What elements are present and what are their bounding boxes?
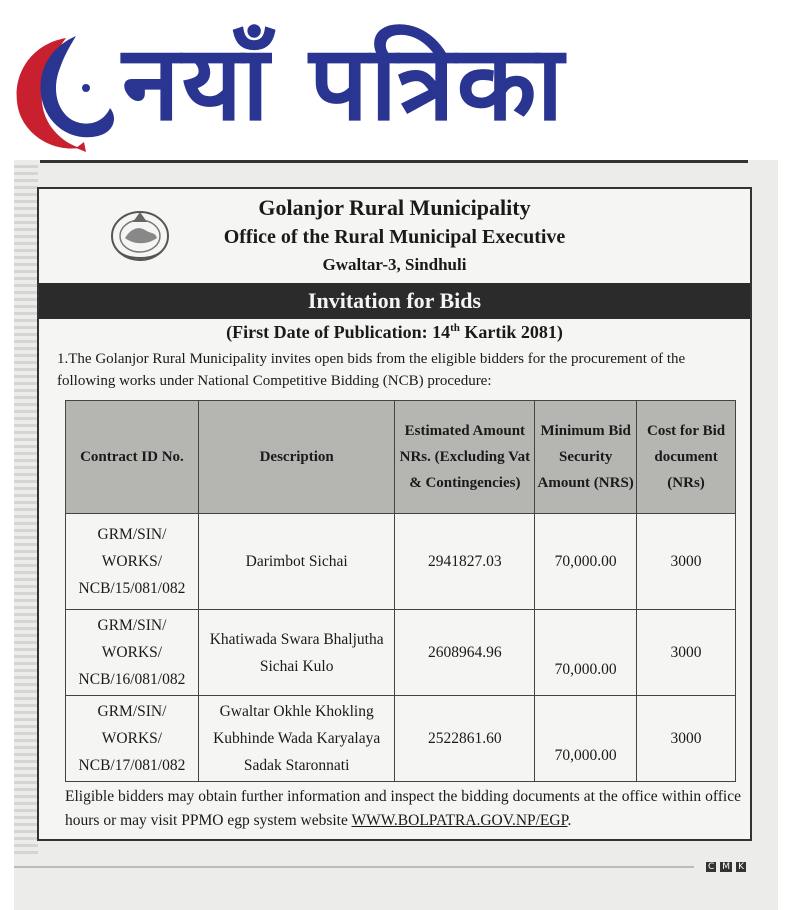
page-top-rule (40, 160, 748, 163)
estimate-cell: 2941827.03 (395, 514, 535, 610)
column-header: Minimum Bid Security Amount (NRS) (535, 401, 637, 514)
pub-date-prefix: (First Date of Publication: 14 (226, 322, 451, 342)
bird-logo-icon (6, 30, 121, 155)
column-header: Cost for Bid document (NRs) (637, 401, 736, 514)
mark-c: C (708, 862, 715, 872)
intro-paragraph: 1.The Golanjor Rural Municipality invites open bids from the eligible bidders for the procurement of the following works under National Competitive Bidding (NCB) procedure: (57, 351, 686, 389)
footer-paragraph (65, 785, 741, 833)
estimate-cell: 2522861.60 (395, 696, 535, 782)
footer-end: . (567, 812, 572, 829)
pub-date-suffix: Kartik 2081) (459, 322, 563, 342)
estimate-cell: 2608964.96 (395, 610, 535, 696)
cost-cell: 3000 (637, 514, 736, 610)
bolpatra-link[interactable]: WWW.BOLPATRA.GOV.NP/EGP (351, 812, 568, 829)
footer-body: Eligible bidders may obtain further information and inspect the bidding documents at the office within office hours or may visit PPMO egp system website (65, 788, 741, 829)
newspaper-title: नयाँ पत्रिका (122, 22, 566, 144)
cost-cell: 3000 (637, 696, 736, 782)
table-row (66, 696, 736, 782)
notice-banner (39, 283, 750, 319)
description-cell: Darimbot Sichai (198, 514, 395, 610)
table-header-row (66, 401, 736, 514)
contract-id-cell: GRM/SIN/ WORKS/ NCB/16/081/082 (66, 610, 199, 696)
table-row (66, 514, 736, 610)
office-name: Golanjor Rural Municipality (258, 195, 531, 220)
column-header: Estimated Amount NRs. (Excluding Vat & Contingencies) (395, 401, 535, 514)
bid-table (65, 400, 736, 782)
column-header: Description (198, 401, 395, 514)
contract-id-cell: GRM/SIN/ WORKS/ NCB/15/081/082 (66, 514, 199, 610)
description-cell: Khatiwada Swara Bhaljutha Sichai Kulo (198, 610, 395, 696)
mark-m: M (722, 862, 731, 872)
bid-notice (37, 187, 752, 841)
bottom-rule (14, 866, 694, 868)
description-cell: Gwaltar Okhle Khokling Kubhinde Wada Karyalaya Sadak Staronnati (198, 696, 395, 782)
security-cell: 70,000.00 (535, 514, 637, 610)
office-subtitle: Office of the Rural Municipal Executive (223, 226, 566, 248)
adjacent-column-text (14, 165, 38, 855)
publication-date (39, 322, 750, 343)
security-cell: 70,000.00 (535, 696, 637, 782)
cost-cell: 3000 (637, 610, 736, 696)
office-address: Gwaltar-3, Sindhuli (322, 255, 467, 274)
banner-title: Invitation for Bids (307, 288, 482, 313)
pub-date-sup: th (450, 322, 460, 334)
mark-k: K (738, 862, 744, 872)
column-header: Contract ID No. (66, 401, 199, 514)
security-cell: 70,000.00 (535, 610, 637, 696)
print-registration-marks (702, 862, 746, 872)
masthead (0, 0, 785, 160)
table-row (66, 610, 736, 696)
contract-id-cell: GRM/SIN/ WORKS/ NCB/17/081/082 (66, 696, 199, 782)
